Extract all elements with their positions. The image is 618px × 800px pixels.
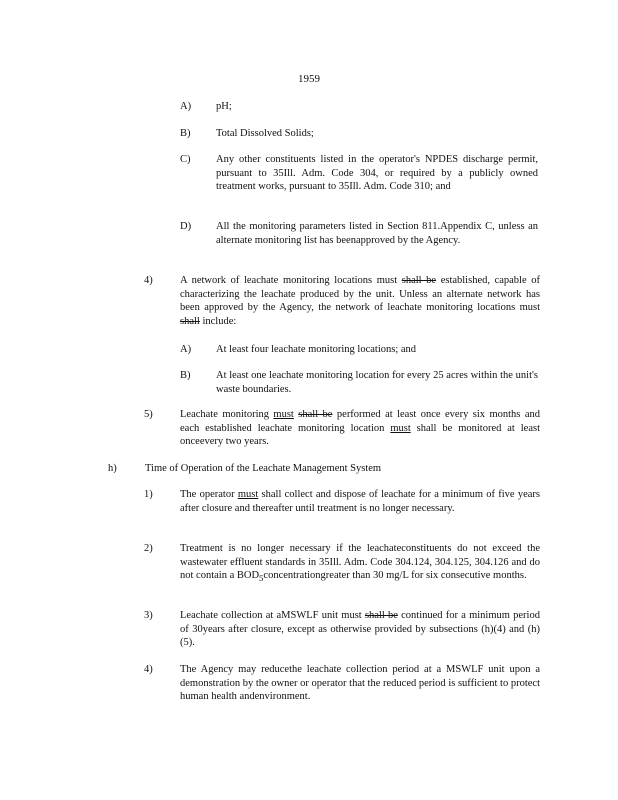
text-run: shall collect and dispose of leachate for a minimum of five years after closure and thereafter until treatment is no longer necessary. (180, 489, 540, 514)
inserted-text: must (237, 489, 259, 500)
list-text: At least four leachate monitoring locations; and (216, 344, 417, 355)
section-label: h) (108, 463, 117, 474)
list-label: 3) (144, 610, 153, 621)
list-text: All the monitoring parameters listed in Section 811.Appendix C, unless an alternate monitoring list has beenapproved by the Agency. (216, 221, 538, 246)
text-run: Leachate collection at aMSWLF unit must (180, 610, 365, 621)
list-label: 1) (144, 489, 153, 500)
section-title: Time of Operation of the Leachate Management System (145, 463, 382, 474)
list-text (180, 488, 540, 515)
subscript: 5 (259, 573, 264, 584)
inserted-text: must (390, 422, 411, 434)
list-label: 4) (144, 275, 153, 286)
list-text: Total Dissolved Solids; (216, 128, 314, 139)
list-label: B) (180, 128, 191, 139)
text-run: continued for a minimum period of 30years after closure, except as otherwise provided by subsections (h)(4) and (h)(5). (180, 610, 540, 649)
list-label: 2) (144, 543, 153, 554)
text-run: Leachate monitoring (180, 409, 274, 420)
list-label: D) (180, 221, 192, 232)
list-text (180, 542, 540, 586)
text-run: established, capable of characterizing the leachate produced by the unit. Unless an alternate network has been approved by the Agency, the network of leachate monitoring locations must (180, 275, 540, 314)
text-run: Treatment is no longer necessary if the leachateconstituents do not exceed the wastewater effluent standards in 35Ill. Adm. Code 304.124, 304.125, 304.126 and do not contain a BOD (180, 543, 540, 582)
list-label: A) (180, 101, 192, 112)
text-run: shall be monitored at least onceevery two years. (180, 422, 540, 448)
text-run: A network of leachate monitoring locations must (180, 275, 402, 286)
list-label: A) (180, 344, 192, 355)
list-text: At least one leachate monitoring location for every 25 acres within the unit's waste boundaries. (216, 370, 538, 395)
list-label: B) (180, 370, 191, 381)
page-number: 1959 (298, 73, 320, 85)
list-text (180, 408, 540, 449)
text-run: concentrationgreater than 30 mg/L for six consecutive months. (263, 570, 527, 582)
list-text (180, 609, 540, 650)
list-text: The Agency may reducethe leachate collection period at a MSWLF unit upon a demonstration by the owner or operator that the reduced period is sufficient to protect human health andenvironment. (180, 664, 540, 703)
list-label: 5) (144, 409, 153, 420)
struck-text: shall be (298, 409, 333, 420)
list-label: 4) (144, 664, 153, 675)
text-run: include: (199, 315, 237, 327)
list-label: C) (180, 154, 191, 165)
struck-text: shall (180, 315, 200, 327)
struck-text: shall be (364, 610, 398, 621)
text-run: The operator (180, 489, 238, 500)
struck-text: shall be (401, 275, 437, 286)
list-text: pH; (216, 101, 232, 112)
list-text (180, 274, 540, 328)
list-text: Any other constituents listed in the operator's NPDES discharge permit, pursuant to 35Ill. Adm. Code 304, or required by a publicly owned treatment works, pursuant to 35Ill. Adm. Code 310; and (216, 154, 538, 193)
text-run: performed at least once every six months and each established leachate monitoring location (180, 409, 540, 434)
inserted-text: must (273, 409, 294, 420)
